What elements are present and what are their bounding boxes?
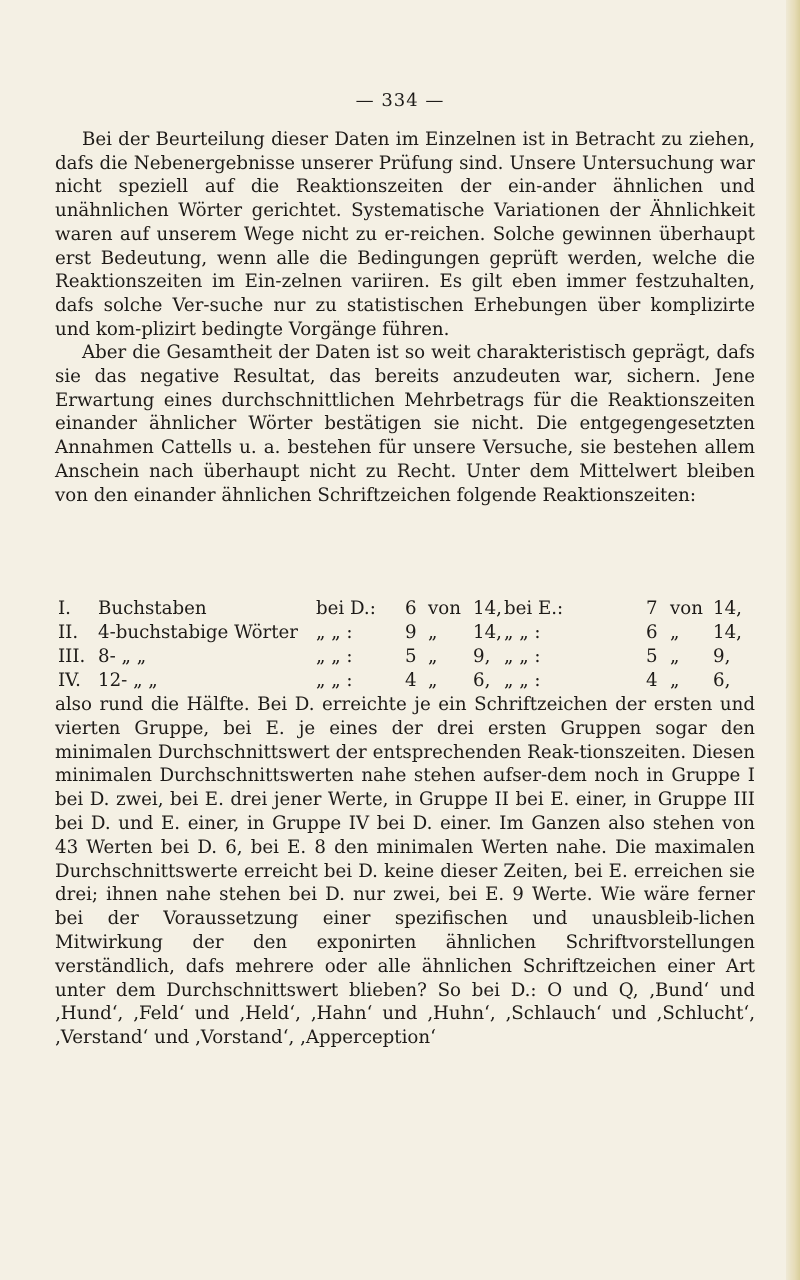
subject-e-total: 6,: [713, 670, 731, 691]
row-label: 8- „ „: [98, 646, 147, 667]
subject-d-total: 14,: [473, 622, 502, 643]
row-label: 4-buchstabige Wörter: [98, 622, 298, 643]
subject-d-count: 4: [405, 670, 417, 691]
subject-e-label: bei E.:: [504, 598, 564, 619]
subject-e-total: 14,: [713, 598, 742, 619]
subject-d-total: 9,: [473, 646, 491, 667]
subject-d-count: 5: [405, 646, 417, 667]
subject-e-count: 7: [646, 598, 658, 619]
page-edge: [786, 0, 800, 1280]
subject-d-total: 14,: [473, 598, 502, 619]
subject-d-label: bei D.:: [316, 598, 376, 619]
subject-d-label: „ „ :: [316, 646, 353, 667]
subject-e-count: 6: [646, 622, 658, 643]
subject-e-label: „ „ :: [504, 622, 541, 643]
subject-e-label: „ „ :: [504, 670, 541, 691]
table-row: [58, 645, 748, 669]
table-row: [58, 597, 748, 621]
subject-e-count: 4: [646, 670, 658, 691]
subject-d-count: 9: [405, 622, 417, 643]
row-number: III.: [58, 646, 86, 667]
reaction-time-table: [58, 597, 748, 693]
closing-paragraph: also rund die Hälfte. Bei D. erreichte je ein Schriftzeichen der ersten und vierten Gruppe, bei E. je eines der drei ersten Gruppen sogar den minimalen Durchschnittswert der entsprechenden Reak-tionszeiten. Diesen minimalen Durchschnittswerten nahe stehen aufser-dem noch in Gruppe I bei D. zwei, bei E. drei jener Werte, in Gruppe II bei E. einer, in Gruppe III bei D. und E. einer, in Gruppe IV bei D. einer. Im Ganzen also stehen von 43 Werten bei D. 6, bei E. 8 den minimalen Werten nahe. Die maximalen Durchschnittswerte erreicht bei D. keine dieser Zeiten, bei E. erreichen sie drei; ihnen nahe stehen bei D. nur zwei, bei E. 9 Werte. Wie wäre ferner bei der Voraussetzung einer spezifischen und unausbleib-lichen Mitwirkung der den exponirten ähnlichen Schriftvorstellungen verständlich, dafs mehrere oder alle ähnlichen Schriftzeichen einer Art unter dem Durchschnittswert blieben? So bei D.: O und Q, ‚Bund‘ und ‚Hund‘, ‚Feld‘ und ‚Held‘, ‚Hahn‘ und ‚Huhn‘, ‚Schlauch‘ und ‚Schlucht‘, ‚Verstand‘ und ‚Vorstand‘, ‚Apperception‘: [55, 694, 755, 1049]
von-word: von: [670, 598, 703, 619]
table-row: [58, 669, 748, 693]
subject-e-total: 9,: [713, 646, 731, 667]
paragraph: Aber die Gesamtheit der Daten ist so weit charakteristisch geprägt, dafs sie das negative Resultat, das bereits anzudeuten war, sichern. Jene Erwartung eines durchschnittlichen Mehrbetrags für die Reaktionszeiten einander ähnlicher Wörter bestätigen sie nicht. Die entgegengesetzten Annahmen Cattells u. a. bestehen für unsere Versuche, sie bestehen allem Anschein nach überhaupt nicht zu Recht. Unter dem Mittelwert bleiben von den einander ähnlichen Schriftzeichen folgende Reaktionszeiten:: [55, 342, 755, 506]
von-word: „: [428, 670, 438, 691]
von-word: von: [428, 598, 461, 619]
subject-d-count: 6: [405, 598, 417, 619]
subject-e-count: 5: [646, 646, 658, 667]
table-row: [58, 621, 748, 645]
subject-d-label: „ „ :: [316, 622, 353, 643]
body-text: [55, 128, 755, 507]
subject-e-total: 14,: [713, 622, 742, 643]
row-number: IV.: [58, 670, 81, 691]
row-number: I.: [58, 598, 71, 619]
von-word: „: [670, 646, 680, 667]
subject-d-total: 6,: [473, 670, 491, 691]
von-word: „: [428, 646, 438, 667]
von-word: „: [670, 670, 680, 691]
page-number: — 334 —: [355, 90, 445, 111]
row-label: 12- „ „: [98, 670, 158, 691]
row-number: II.: [58, 622, 79, 643]
von-word: „: [428, 622, 438, 643]
von-word: „: [670, 622, 680, 643]
paragraph: Bei der Beurteilung dieser Daten im Einzelnen ist in Betracht zu ziehen, dafs die Nebenergebnisse unserer Prüfung sind. Unsere Untersuchung war nicht speziell auf die Reaktionszeiten der ein-ander ähnlichen und unähnlichen Wörter gerichtet. Systematische Variationen der Ähnlichkeit waren auf unserem Wege nicht zu er-reichen. Solche gewinnen überhaupt erst Bedeutung, wenn alle die Bedingungen geprüft werden, welche die Reaktionszeiten im Ein-zelnen variiren. Es gilt eben immer festzuhalten, dafs solche Ver-suche nur zu statistischen Erhebungen über komplizirte und kom-plizirt bedingte Vorgänge führen.: [55, 129, 755, 340]
row-label: Buchstaben: [98, 598, 207, 619]
subject-d-label: „ „ :: [316, 670, 353, 691]
subject-e-label: „ „ :: [504, 646, 541, 667]
